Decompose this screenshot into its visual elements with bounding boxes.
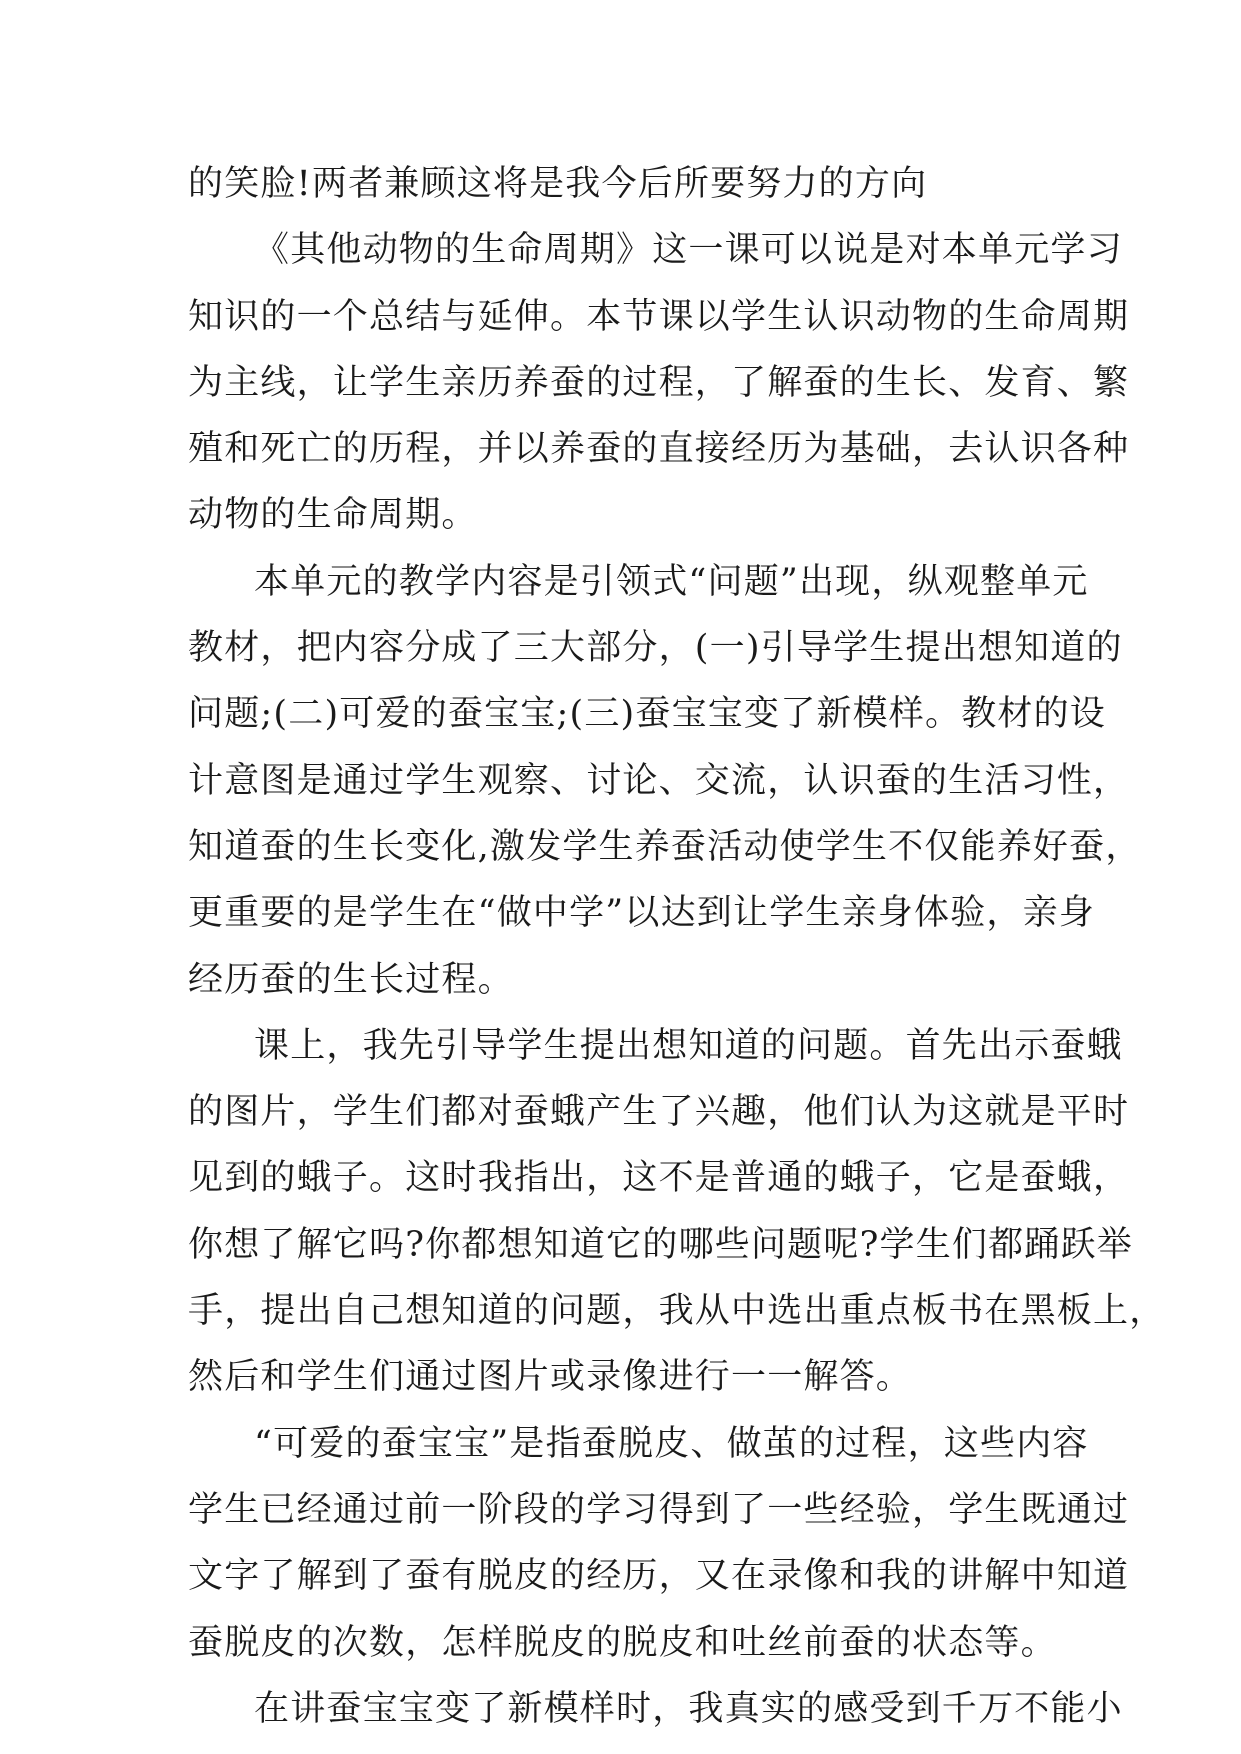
- paragraph-first-line: 在讲蚕宝宝变了新模样时，我真实的感受到千万不能小: [254, 1688, 1123, 1729]
- paragraph-first-line: 本单元的教学内容是引领式“问题”出现，纵观整单元: [254, 561, 1089, 602]
- text-line: 文字了解到了蚕有脱皮的经历，又在录像和我的讲解中知道: [188, 1556, 1130, 1597]
- text-line: 学生已经通过前一阶段的学习得到了一些经验，学生既通过: [188, 1489, 1130, 1530]
- text-line: 然后和学生们通过图片或录像进行一一解答。: [188, 1357, 913, 1398]
- text-line: 为主线，让学生亲历养蚕的过程，了解蚕的生长、发育、繁: [188, 362, 1130, 403]
- text-line: 的图片，学生们都对蚕蛾产生了兴趣，他们认为这就是平时: [188, 1092, 1130, 1133]
- text-line: 动物的生命周期。: [188, 495, 478, 536]
- text-line: 经历蚕的生长过程。: [188, 959, 514, 1000]
- text-line: 问题;(二)可爱的蚕宝宝;(三)蚕宝宝变了新模样。教材的设: [188, 694, 1107, 735]
- text-line: 知识的一个总结与延伸。本节课以学生认识动物的生命周期: [188, 296, 1130, 337]
- paragraph-first-line: “可爱的蚕宝宝”是指蚕脱皮、做茧的过程，这些内容: [254, 1423, 1089, 1464]
- text-line: 手，提出自己想知道的问题，我从中选出重点板书在黑板上，: [188, 1291, 1166, 1332]
- text-line: 蚕脱皮的次数，怎样脱皮的脱皮和吐丝前蚕的状态等。: [188, 1622, 1057, 1663]
- text-line: 你想了解它吗?你都想知道它的哪些问题呢?学生们都踊跃举: [188, 1224, 1133, 1265]
- text-line: 的笑脸!两者兼顾这将是我今后所要努力的方向: [188, 164, 928, 204]
- text-line: 见到的蛾子。这时我指出，这不是普通的蛾子，它是蚕蛾，: [188, 1158, 1130, 1199]
- text-line: 计意图是通过学生观察、讨论、交流，认识蚕的生活习性，: [188, 760, 1130, 801]
- text-line: 教材，把内容分成了三大部分，(一)引导学生提出想知道的: [188, 628, 1123, 669]
- paragraph-first-line: 《其他动物的生命周期》这一课可以说是对本单元学习: [254, 230, 1123, 271]
- text-line: 更重要的是学生在“做中学”以达到让学生亲身体验，亲身: [188, 893, 1095, 934]
- text-line: 殖和死亡的历程，并以养蚕的直接经历为基础，去认识各种: [188, 429, 1130, 470]
- paragraph-first-line: 课上，我先引导学生提出想知道的问题。首先出示蚕蛾: [254, 1025, 1123, 1066]
- text-line: 知道蚕的生长变化,激发学生养蚕活动使学生不仅能养好蚕，: [188, 826, 1142, 867]
- document-body: [188, 151, 1166, 1742]
